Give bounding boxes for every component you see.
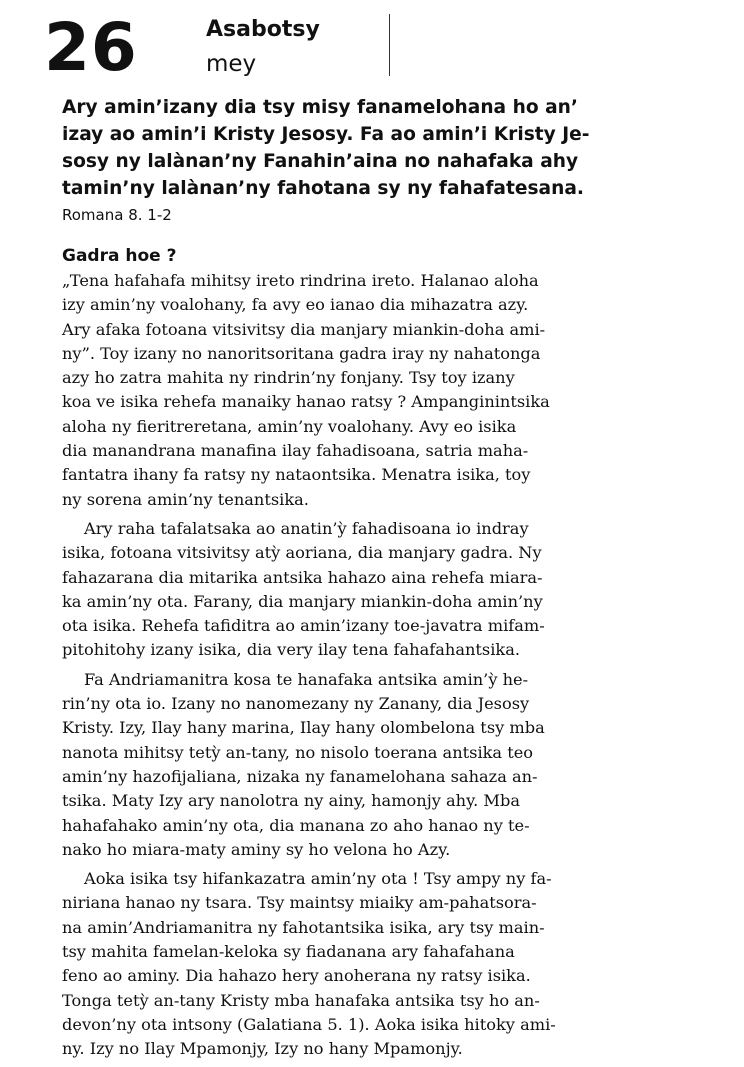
paragraph-line: nanota mihitsy tetỳ an-tany, no nisolo toerana antsika teo: [62, 742, 534, 762]
paragraph-line: isika, fotoana vitsivitsy atỳ aoriana, dia manjary gadra. Ny: [62, 543, 542, 563]
verse-line: Ary amin’izany dia tsy misy fanamelohana ho an’: [62, 97, 578, 118]
paragraph-line: Ary afaka fotoana vitsivitsy dia manjary miankin-doha ami-: [62, 319, 546, 339]
paragraph-line: na amin’Andriamanitra ny fahotantsika isika, ary tsy main-: [62, 917, 545, 937]
paragraph-line: devon’ny ota intsony (Galatiana 5. 1). Aoka isika hitoky ami-: [62, 1014, 556, 1034]
paragraph-line: fahazarana dia mitarika antsika hahazo aina rehefa miara-: [62, 567, 543, 587]
paragraph-2: [62, 517, 682, 663]
paragraph-line: Fa Andriamanitra kosa te hanafaka antsika amin’ỳ he-: [84, 669, 529, 689]
verse-line: izay ao amin’i Kristy Jesosy. Fa ao amin’i Kristy Je-: [62, 124, 590, 145]
month-name: mey: [206, 51, 257, 77]
paragraph-line: ota isika. Rehefa tafiditra ao amin’izany toe-javatra mifam-: [62, 616, 545, 636]
paragraph-line: niriana hanao ny tsara. Tsy maintsy miaiky am-pahatsora-: [62, 893, 537, 913]
paragraph-line: Aoka isika tsy hifankazatra amin’ny ota ! Tsy ampy ny fa-: [84, 869, 552, 889]
day-number: 26: [44, 9, 138, 86]
paragraph-line: Tonga tetỳ an-tany Kristy mba hanafaka antsika tsy ho an-: [62, 990, 540, 1010]
paragraph-line: aloha ny fieritreretana, amin’ny voalohany. Avy eo isika: [62, 416, 517, 436]
verse-line: tamin’ny lalànan’ny fahotana sy ny fahafatesana.: [62, 178, 584, 199]
paragraph-line: tsy mahita famelan-keloka sy fiadanana ary fahafahana: [62, 942, 515, 962]
paragraph-line: izy amin’ny voalohany, fa avy eo ianao dia mihazatra azy.: [62, 295, 529, 315]
paragraph-line: rin’ny ota io. Izany no nanomezany ny Zanany, dia Jesosy: [62, 694, 530, 714]
paragraph-line: ny”. Toy izany no nanoritsoritana gadra iray ny nahatonga: [62, 343, 541, 363]
header-divider: [389, 14, 390, 76]
paragraph-line: ny. Izy no Ilay Mpamonjy, Izy no hany Mpamonjy.: [62, 1039, 463, 1059]
article-body: [62, 269, 682, 1067]
paragraph-line: „Tena hafahafa mihitsy ireto rindrina ireto. Halanao aloha: [62, 271, 539, 290]
day-name: Asabotsy: [206, 17, 320, 42]
paragraph-3: [62, 668, 682, 862]
paragraph-line: nako ho miara-maty aminy sy ho velona ho Azy.: [62, 839, 451, 859]
paragraph-line: pitohitohy izany isika, dia very ilay tena fahafahantsika.: [62, 640, 520, 660]
paragraph-line: Ary raha tafalatsaka ao anatin’ỳ fahadisoana io indray: [84, 518, 529, 538]
paragraph-line: amin’ny hazofijaliana, nizaka ny fanamelohana sahaza an-: [62, 766, 538, 786]
paragraph-line: tsika. Maty Izy ary nanolotra ny ainy, hamonjy ahy. Mba: [62, 791, 520, 811]
paragraph-line: feno ao aminy. Dia hahazo hery anoherana ny ratsy isika.: [62, 966, 531, 986]
paragraph-4: [62, 867, 682, 1061]
paragraph-line: hahafahako amin’ny ota, dia manana zo aho hanao ny te-: [62, 815, 530, 835]
verse-text: [62, 94, 678, 202]
paragraph-line: Kristy. Izy, Ilay hany marina, Ilay hany olombelona tsy mba: [62, 718, 545, 738]
article-heading: Gadra hoe ?: [62, 246, 177, 266]
paragraph-1: [62, 269, 682, 512]
paragraph-line: koa ve isika rehefa manaiky hanao ratsy ? Ampanginintsika: [62, 392, 550, 412]
verse-reference: Romana 8. 1-2: [62, 206, 172, 224]
verse-line: sosy ny lalànan’ny Fanahin’aina no nahafaka ahy: [62, 151, 579, 172]
paragraph-line: fantatra ihany fa ratsy ny nataontsika. Menatra isika, toy: [62, 465, 531, 485]
paragraph-line: dia manandrana manafina ilay fahadisoana, satria maha-: [62, 441, 529, 461]
paragraph-line: ka amin’ny ota. Farany, dia manjary miankin-doha amin’ny: [62, 591, 543, 611]
paragraph-line: ny sorena amin’ny tenantsika.: [62, 489, 309, 509]
paragraph-line: azy ho zatra mahita ny rindrin’ny fonjany. Tsy toy izany: [62, 368, 515, 388]
